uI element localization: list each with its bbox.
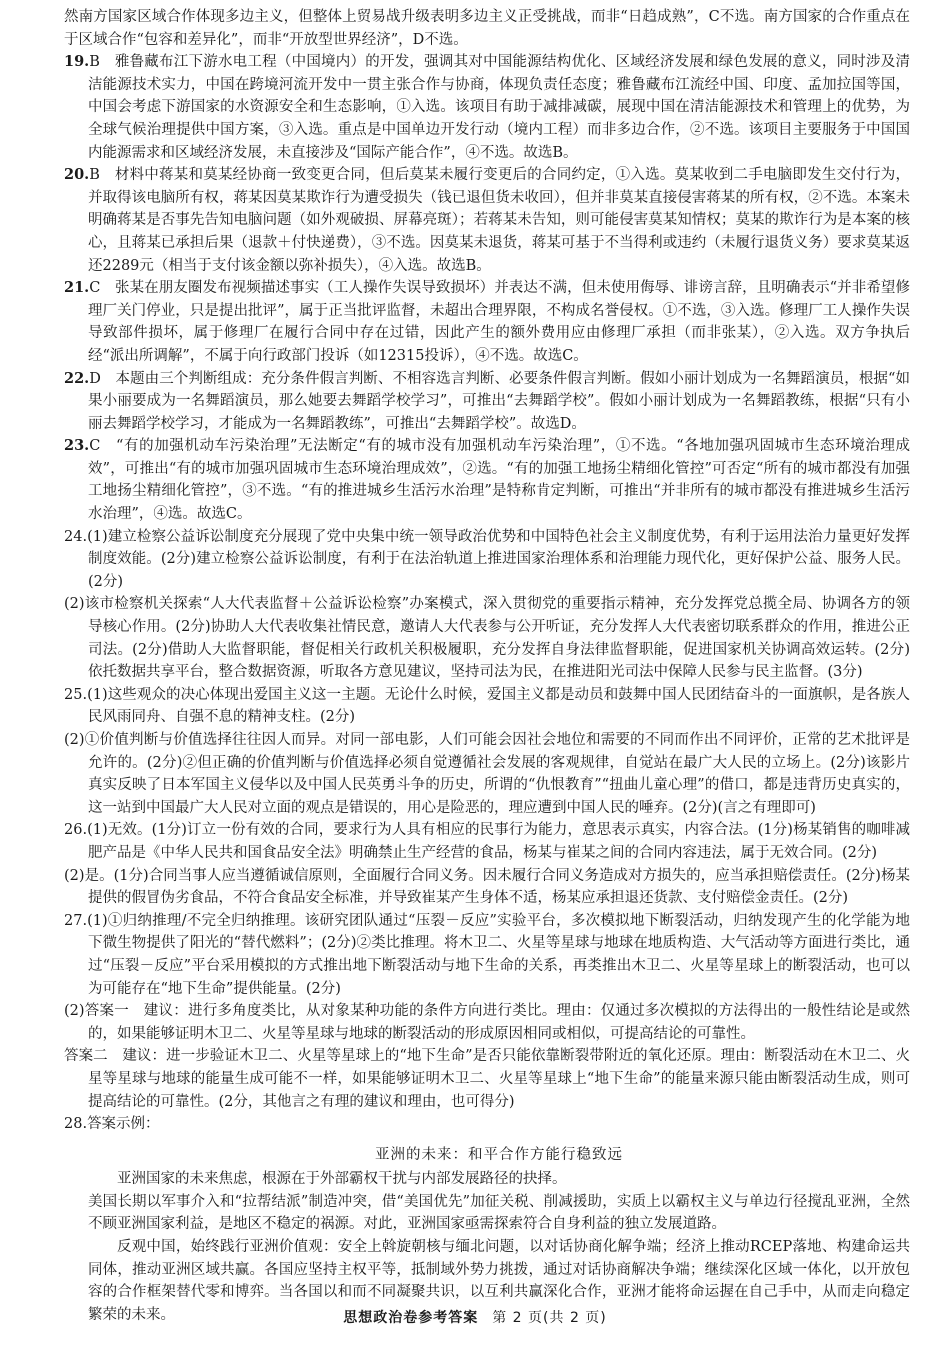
answer-label: 答案示例：: [87, 1116, 160, 1133]
answer-number: 25.: [64, 686, 88, 703]
answer-number: 27.: [64, 912, 88, 929]
answer-26: [64, 819, 910, 909]
answer-text: C 张某在朋友圈发布视频描述事实（工人操作失误导致损坏）并表达不满，但未使用侮辱、诽谤言辞，且明确表示“并非希望修理厂关门停业，只是提出批评”，属于正当批评监督，未超出合理界限，不构成名誉侵权。①不选，③入选。修理厂工人操作失误导致部件损坏，属于修理厂在履行合同中存在过错，因此产生的额外费用应由修理厂承担（而非张某），②入选。双方争执后经“派出所调解”，不属于向行政部门投诉（如12315投诉），④不选。故选C。: [88, 280, 910, 364]
answer-25: [64, 684, 910, 820]
answer-text: B 材料中蒋某和莫某经协商一致变更合同，但后莫某未履行变更后的合同约定，①入选。莫某收到二手电脑即发生交付行为，并取得该电脑所有权，蒋某因莫某欺诈行为遭受损失（钱已退但货未收回），但并非莫某直接侵害蒋某的所有权，②不选。本案未明确蒋某是否事先告知电脑问题（如外观破损、屏幕亮斑）；若蒋某未告知，则可能侵害莫某知情权；莫某的欺诈行为是本案的核心，且蒋某已承担后果（退款＋付快递费），③不选。因莫某未退货，蒋某可基于不当得利或违约（未履行退货义务）要求莫某返还2289元（相当于支付该金额以弥补损失），④入选。故选B。: [88, 167, 910, 274]
answer-19: [64, 51, 910, 164]
answer-number: 22.: [64, 369, 90, 387]
answer-22: [64, 368, 910, 436]
essay-paragraph-3: 反观中国，始终践行亚洲价值观：安全上斡旋朝核与缅北问题，以对话协商化解争端；经济上推动RCEP落地、构建命运共同体，推动亚洲区域共赢。各国应坚持主权平等，抵制域外势力挑拨，通过对话协商解决争端；继续深化区域一体化，以开放包容的合作框架替代零和博弈。当各国以和而不同凝聚共识，以互利共赢深化合作，亚洲才能将命运握在自己手中，从而走向稳定繁荣的未来。: [88, 1239, 910, 1323]
essay-paragraph-2: 美国长期以军事介入和“拉帮结派”制造冲突，借“美国优先”加征关税、削减援助，实质上以霸权主义与单边行径搅乱亚洲，全然不顾亚洲国家利益，是地区不稳定的祸源。对此，亚洲国家亟需探索符合自身利益的独立发展道路。: [88, 1193, 910, 1233]
answer-part-1: (1)建立检察公益诉讼制度充分展现了党中央集中统一领导政治优势和中国特色社会主义制度优势，有利于运用法治力量更好发挥制度效能。(2分)建立检察公益诉讼制度，有利于在法治轨道上推进国家治理体系和治理能力现代化，更好保护公益、服务人民。(2分): [87, 528, 910, 590]
answer-part-3: 答案二 建议：进一步验证木卫二、火星等星球上的“地下生命”是否只能依靠断裂带附近的氧化还原。理由：断裂活动在木卫二、火星等星球与地球的能量生成可能不一样，如果能够证明木卫二、火星等星球上“地下生命”的能量来源只能由断裂活动生成，则可提高结论的可靠性。(2分，其他言之有理的建议和理由，也可得分): [64, 1048, 910, 1110]
answer-part-2: (2)该市检察机关探索“人大代表监督＋公益诉讼检察”办案模式，深入贯彻党的重要指示精神，充分发挥党总揽全局、协调各方的领导核心作用。(2分)协助人大代表收集社情民意，邀请人大代表参与公开听证，充分发挥人大代表密切联系群众的作用，推进公正司法。(2分)借助人大监督职能，督促相关行政机关积极履职，充分发挥自身法律监督职能，促进国家机关协调高效运转。(2分)依托数据共享平台，整合数据资源，听取各方意见建议，坚持司法为民，在推进阳光司法中保障人民参与民主监督。(3分): [64, 596, 910, 681]
answer-number: 28.: [64, 1116, 88, 1133]
answer-number: 19.: [64, 53, 90, 71]
answer-number: 24.: [64, 528, 88, 545]
answer-number: 23.: [64, 437, 90, 455]
answer-part-2: (2)是。(1分)合同当事人应当遵循诚信原则，全面履行合同义务。因未履行合同义务造成对方损失的，应当承担赔偿责任。(2分)杨某提供的假冒伪劣食品，不符合食品安全标准，并导致崔某产生身体不适，杨某应承担退还货款、支付赔偿金责任。(2分): [64, 867, 910, 907]
answer-number: 26.: [64, 822, 88, 839]
answer-21: [64, 277, 910, 367]
answer-part-1: (1)①归纳推理/不完全归纳推理。该研究团队通过“压裂－反应”实验平台，多次模拟地下断裂活动，归纳发现产生的化学能为地下微生物提供了阳光的“替代燃料”；(2分)②类比推理。将木卫二、火星等星球与地球在地质构造、大气活动等方面进行类比，通过“压裂－反应”平台采用模拟的方式推出地下断裂活动与地下生命的关系，再类推出木卫二、火星等星球上的断裂活动，也可以为可能存在“地下生命”提供能量。(2分): [87, 912, 910, 997]
page-footer: [0, 1307, 950, 1330]
answer-text: C “有的加强机动车污染治理”无法断定“有的城市没有加强机动车污染治理”，①不选。“各地加强巩固城市生态环境治理成效”，可推出“有的城市加强巩固城市生态环境治理成效”，②选。“有的加强工地扬尘精细化管控”可否定“所有的城市都没有加强工地扬尘精细化管控”，③不选。“有的推进城乡生活污水治理”是特称肯定判断，可推出“并非所有的城市都没有推进城乡生活污水治理”，④选。故选C。: [88, 438, 910, 523]
answer-27: [64, 910, 910, 1113]
essay-paragraph-1: 亚洲国家的未来焦虑，根源在于外部霸权干扰与内部发展路径的抉择。: [117, 1171, 567, 1188]
essay: [64, 1144, 910, 1327]
answer-number: 21.: [64, 279, 90, 297]
intro-continuation: 然南方国家区域合作体现多边主义，但整体上贸易战升级表明多边主义正受挑战，而非“日趋成熟”，C不选。南方国家的合作重点在于区域合作“包容和差异化”，而非“开放型世界经济”，D不选。: [64, 9, 910, 48]
footer-title: 思想政治卷参考答案: [343, 1310, 479, 1327]
answer-24: [64, 526, 910, 684]
answer-part-2: (2)答案一 建议：进行多角度类比，从对象某种功能的条件方向进行类比。理由：仅通过多次模拟的方法得出的一般性结论是或然的，如果能够证明木卫二、火星等星球与地球的断裂活动的形成原因相同或相似，可提高结论的可靠性。: [64, 1003, 910, 1042]
answer-20: [64, 164, 910, 277]
answer-23: [64, 435, 910, 525]
answer-part-1: (1)这些观众的决心体现出爱国主义这一主题。无论什么时候，爱国主义都是动员和鼓舞中国人民团结奋斗的一面旗帜，是各族人民风雨同舟、自强不息的精神支柱。(2分): [87, 686, 910, 726]
answer-number: 20.: [64, 166, 90, 184]
answer-text: B 雅鲁藏布江下游水电工程（中国境内）的开发，强调其对中国能源结构优化、区域经济发展和绿色发展的意义，同时涉及清洁能源技术实力，中国在跨境河流开发中一贯主张合作与协商，体现负责任态度；雅鲁藏布江流经中国、印度、孟加拉国等国，中国会考虑下游国家的水资源安全和生态影响，①入选。该项目有助于减排减碳，展现中国在清洁能源技术和管理上的优势，为全球气候治理提供中国方案，③入选。重点是中国单边开发行动（境内工程）而非多边合作，②不选。该项目主要服务于中国国内能源需求和区域经济发展，未直接涉及“国际产能合作”，④不选。故选B。: [88, 54, 910, 161]
essay-title: 亚洲的未来：和平合作方能行稳致远: [375, 1146, 623, 1163]
answer-text: D 本题由三个判断组成：充分条件假言判断、不相容选言判断、必要条件假言判断。假如小丽计划成为一名舞蹈演员，根据“如果小丽要成为一名舞蹈演员，那么她要去舞蹈学校学习”，可推出“去舞蹈学校”。假如小丽计划成为一名舞蹈教练，根据“只有小丽去舞蹈学校学习，才能成为一名舞蹈教练”，可推出“去舞蹈学校”。故选D。: [88, 370, 910, 432]
answer-part-2: (2)①价值判断与价值选择往往因人而异。对同一部电影，人们可能会因社会地位和需要的不同而作出不同评价，正常的艺术批评是允许的。(2分)②但正确的价值判断与价值选择必须自觉遵循社会发展的客观规律，自觉站在最广大人民的立场上。(2分)该影片真实反映了日本军国主义侵华以及中国人民英勇斗争的历史，所谓的“仇恨教育”“扭曲儿童心理”的借口，都是违背历史真实的，这一站到中国最广大人民对立面的观点是错误的，用心是险恶的，理应遭到中国人民的唾弃。(2分)(言之有理即可): [64, 732, 910, 816]
answer-part-1: (1)无效。(1分)订立一份有效的合同，要求行为人具有相应的民事行为能力，意思表示真实，内容合法。(1分)杨某销售的咖啡减肥产品是《中华人民共和国食品安全法》明确禁止生产经营的食品，杨某与崔某之间的合同内容违法，属于无效合同。(2分): [87, 822, 910, 861]
page-number: 第 2 页(共 2 页): [492, 1310, 607, 1327]
answer-28: [64, 1113, 910, 1136]
